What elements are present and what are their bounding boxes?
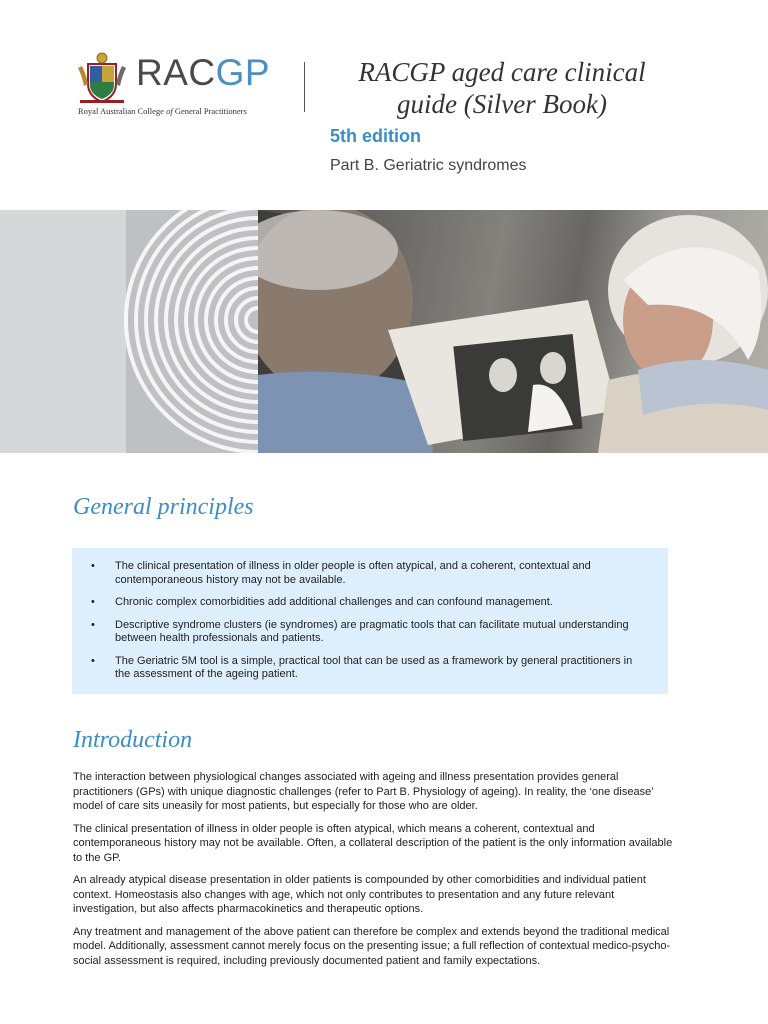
introduction-body (73, 770, 673, 976)
concentric-circles-graphic (0, 210, 258, 453)
intro-paragraph: The clinical presentation of illness in older people is often atypical, which means a coherent, contextual and contemporaneous history may not be available. Often, a collateral description of the patient is the only information available to the GP. (73, 822, 673, 864)
title-line-2: guide (Silver Book) (397, 89, 607, 119)
intro-paragraph: The interaction between physiological changes associated with ageing and illness presentation provides general practitioners (GPs) with unique diagnostic challenges (refer to Part B. Physiology of ageing). In reality, the ‘one disease’ model of care sits uneasily for most patients, but especially for those who are older. (73, 771, 654, 812)
college-name-of: of (166, 106, 173, 116)
brand-suffix: GP (215, 52, 271, 93)
cover-banner (0, 210, 768, 453)
college-name (78, 106, 247, 116)
coat-of-arms-icon (74, 50, 130, 106)
key-points-box (72, 548, 668, 694)
general-principles-heading: General principles (73, 494, 254, 520)
college-name-end: General Practitioners (172, 106, 247, 116)
principle-item: • The Geriatric 5M tool is a simple, practical tool that can be used as a framework by general practitioners in the assessment of the ageing patient. (115, 655, 648, 682)
header-divider (304, 62, 305, 112)
introduction-heading: Introduction (73, 727, 193, 753)
document-title (322, 56, 682, 120)
racgp-logo (74, 50, 284, 120)
elderly-couple-photo (258, 210, 768, 453)
principle-item: • Descriptive syndrome clusters (ie syndromes) are pragmatic tools that can facilitate mutual understanding between health professionals and patients. (115, 619, 648, 646)
brand-prefix: RAC (136, 52, 216, 93)
principle-item: • Chronic complex comorbidities add additional challenges and can confound management. (115, 596, 648, 610)
intro-paragraph: An already atypical disease presentation in older patients is compounded by other comorbidities and individual patient context. Homeostasis also changes with age, which not only contributes to presentation and any future relevant investigation, but also affects pharmacokinetics and therapeutic options. (73, 874, 646, 915)
college-name-start: Royal Australian College (78, 106, 167, 116)
racgp-wordmark (136, 54, 270, 91)
edition-label: 5th edition (330, 126, 421, 146)
principle-item: • The clinical presentation of illness in older people is often atypical, and a coherent, contextual and contemporaneous history may not be available. (115, 560, 648, 587)
title-line-1: RACGP aged care clinical (358, 57, 646, 87)
principles-list (72, 548, 668, 682)
intro-paragraph: Any treatment and management of the above patient can therefore be complex and extends beyond the traditional medical model. Additionally, assessment cannot merely focus on the presenting issue; a full reflection of contextual medico-psycho-social assessment is required, including previously documented patient and family expectations. (73, 925, 671, 967)
part-label: Part B. Geriatric syndromes (330, 157, 527, 174)
